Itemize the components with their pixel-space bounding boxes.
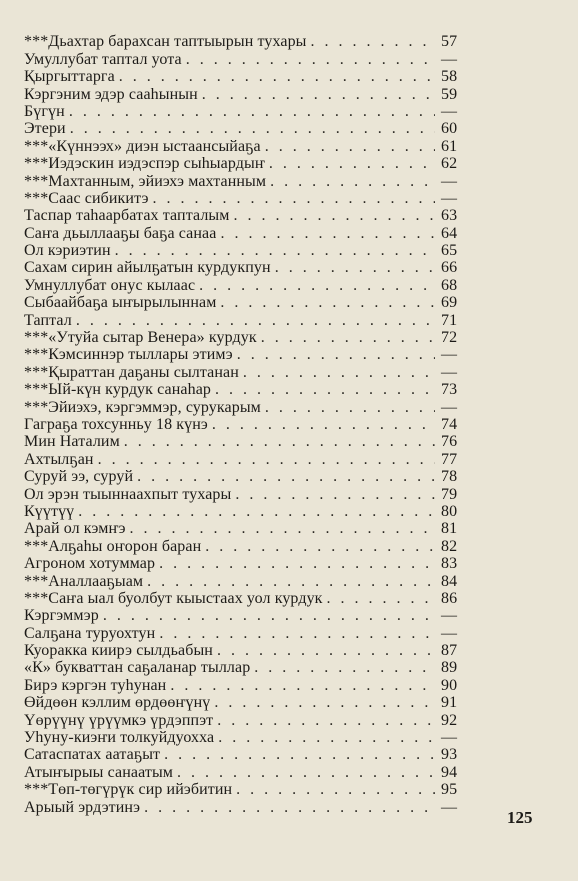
toc-entry-page: 95 <box>441 781 458 799</box>
toc-entry-page: — <box>441 624 458 642</box>
toc-entry-title: Умуллубат таптал уота <box>24 51 182 68</box>
toc-entry-page: 64 <box>441 224 458 242</box>
toc-entry-title: ***Қыраттан даҕаны сылтанан <box>24 364 239 381</box>
toc-entry <box>24 50 469 67</box>
toc-entry <box>24 381 469 398</box>
dot-leader <box>210 695 435 711</box>
dot-leader <box>155 626 435 642</box>
toc-entry <box>24 450 469 467</box>
dot-leader <box>266 174 435 190</box>
toc-entry <box>24 711 469 728</box>
toc-entry-title: ***Алҕаһы оҥорон баран <box>24 538 202 555</box>
dot-leader <box>208 417 435 433</box>
dot-leader <box>120 434 435 450</box>
dot-leader <box>115 69 435 85</box>
toc-entry-title: ***Аналлааҕыам <box>24 573 144 590</box>
toc-entry-title: Куоракка киирэ сылдьабын <box>24 643 213 660</box>
dot-leader <box>239 365 435 381</box>
dot-leader <box>198 87 435 103</box>
toc-entry-title: Арыый эрдэтинэ <box>24 799 141 816</box>
toc-entry-title: Бүгүн <box>24 103 65 120</box>
toc-entry-page: 74 <box>441 415 458 433</box>
dot-leader <box>214 730 435 746</box>
toc-entry <box>24 416 469 433</box>
toc-entry-title: Саҥа дьыллааҕы баҕа санаа <box>24 225 217 242</box>
dot-leader <box>265 156 435 172</box>
dot-leader <box>213 713 435 729</box>
toc-entry-page: 93 <box>441 746 458 764</box>
toc-entry-page: — <box>441 363 458 381</box>
toc-entry-page: — <box>441 50 458 68</box>
toc-entry-page: 92 <box>441 711 458 729</box>
toc-entry-page: 81 <box>441 520 458 538</box>
toc-entry-title: ***Махтанным, эйиэхэ махтанным <box>24 173 267 190</box>
toc-entry-title: Бирэ кэргэн туһунан <box>24 677 167 694</box>
toc-entry-title: ***Кэмсиннэр тыллары этимэ <box>24 347 233 364</box>
toc-entry-title: ***«Күннээх» диэн ыстаансыйаҕа <box>24 138 261 155</box>
toc-entry-page: 66 <box>441 259 458 277</box>
toc-entry-page: — <box>441 102 458 120</box>
toc-entry <box>24 224 469 241</box>
dot-leader <box>233 347 435 363</box>
toc-entry <box>24 503 469 520</box>
toc-entry-title: Таспар таһаарбатах тапталым <box>24 208 230 225</box>
toc-entry-page: 76 <box>441 433 458 451</box>
toc-entry-page: — <box>441 398 458 416</box>
dot-leader <box>166 678 435 694</box>
dot-leader <box>213 643 435 659</box>
dot-leader <box>149 191 435 207</box>
toc-entry <box>24 207 469 224</box>
toc-entry <box>24 520 469 537</box>
dot-leader <box>94 452 435 468</box>
toc-entry-title: Арай ол кэмҥэ <box>24 521 126 538</box>
toc-entry-page: — <box>441 729 458 747</box>
dot-leader <box>155 556 435 572</box>
dot-leader <box>173 765 435 781</box>
dot-leader <box>99 608 435 624</box>
toc-entry-page: 58 <box>441 68 458 86</box>
toc-entry-page: 86 <box>441 589 458 607</box>
dot-leader <box>126 521 435 537</box>
toc-entry <box>24 729 469 746</box>
toc-entry <box>24 694 469 711</box>
toc-entry-page: 68 <box>441 276 458 294</box>
dot-leader <box>261 400 435 416</box>
toc-entry-title: ***Эйиэхэ, кэргэммэр, сурукарым <box>24 399 261 416</box>
toc-entry-page: 62 <box>441 155 458 173</box>
toc-entry-title: Атыҥырыы санаатым <box>24 764 174 781</box>
dot-leader <box>229 208 435 224</box>
toc-entry <box>24 68 469 85</box>
toc-entry-page: 78 <box>441 468 458 486</box>
toc-entry-title: Гаграҕа тохсунньу 18 күнэ <box>24 416 208 433</box>
toc-entry-page: 59 <box>441 85 458 103</box>
toc-entry-page: 82 <box>441 537 458 555</box>
toc-entry-title: Сахам сирин айылҕатын курдукпун <box>24 260 271 277</box>
toc-entry <box>24 798 469 815</box>
toc-entry <box>24 572 469 589</box>
toc-entry-page: 79 <box>441 485 458 503</box>
dot-leader <box>211 382 435 398</box>
toc-entry-title: Салҕана туруохтун <box>24 625 156 642</box>
toc-entry-page: 69 <box>441 294 458 312</box>
toc-entry-title: Кэргэммэр <box>24 608 99 625</box>
toc-entry-title: ***Саас сибикитэ <box>24 190 149 207</box>
toc-entry-title: ***Ый-күн курдук санаһар <box>24 382 211 399</box>
dot-leader <box>140 800 435 816</box>
toc-entry-title: ***Саҥа ыал буолбут кыыстаах уол курдук <box>24 590 323 607</box>
toc-entry-page: — <box>441 346 458 364</box>
toc-entry-page: — <box>441 189 458 207</box>
dot-leader <box>261 139 435 155</box>
toc-entry <box>24 590 469 607</box>
toc-entry-title: «К» букваттан саҕаланар тыллар <box>24 660 251 677</box>
toc-entry <box>24 155 469 172</box>
toc-entry-title: Мин Наталим <box>24 434 120 451</box>
table-of-contents <box>24 33 469 816</box>
toc-entry <box>24 33 469 50</box>
toc-entry <box>24 311 469 328</box>
toc-entry-page: 73 <box>441 381 458 399</box>
toc-entry <box>24 555 469 572</box>
toc-entry-title: Сатаспатах аатаҕыт <box>24 747 161 764</box>
toc-entry-page: 65 <box>441 242 458 260</box>
dot-leader <box>307 34 435 50</box>
dot-leader <box>72 313 435 329</box>
page-number: 125 <box>507 808 533 827</box>
dot-leader <box>250 660 435 676</box>
dot-leader <box>271 260 435 276</box>
toc-entry <box>24 363 469 380</box>
toc-entry-page: 87 <box>441 642 458 660</box>
toc-entry-title: Күүтүү <box>24 503 75 520</box>
toc-entry <box>24 659 469 676</box>
dot-leader <box>231 487 435 503</box>
toc-entry-title: ***Иэдэскин иэдэспэр сыһыардыҥ <box>24 156 265 173</box>
toc-entry <box>24 242 469 259</box>
toc-entry-page: 72 <box>441 329 458 347</box>
dot-leader <box>143 574 435 590</box>
toc-entry <box>24 746 469 763</box>
toc-entry-page: 94 <box>441 763 458 781</box>
toc-entry-page: 77 <box>441 450 458 468</box>
toc-entry <box>24 781 469 798</box>
dot-leader <box>111 243 435 259</box>
toc-entry-title: Өйдөөн кэллим өрдөөҥүнү <box>24 695 211 712</box>
dot-leader <box>65 104 435 120</box>
toc-entry-page: 71 <box>441 311 458 329</box>
toc-entry <box>24 763 469 780</box>
toc-entry <box>24 85 469 102</box>
toc-entry-page: — <box>441 607 458 625</box>
toc-entry-title: ***Дьахтар барахсан таптыырын тухары <box>24 34 307 51</box>
toc-entry-page: 91 <box>441 694 458 712</box>
toc-entry-title: ***«Утуйа сытар Венера» курдук <box>24 330 257 347</box>
toc-entry <box>24 537 469 554</box>
dot-leader <box>74 504 435 520</box>
dot-leader <box>216 295 435 311</box>
toc-entry <box>24 294 469 311</box>
toc-entry <box>24 624 469 641</box>
toc-entry <box>24 468 469 485</box>
toc-entry-title: Уһуну-киэҥи толкуйдуохха <box>24 730 215 747</box>
toc-entry-title: Үөрүүнү үрүүмкэ үрдэппэт <box>24 712 214 729</box>
toc-entry-page: 80 <box>441 502 458 520</box>
toc-entry-title: Этери <box>24 121 66 138</box>
toc-entry <box>24 433 469 450</box>
toc-entry-title: Ол эрэн тыыннаахпыт тухары <box>24 486 232 503</box>
toc-entry <box>24 607 469 624</box>
toc-entry-page: 60 <box>441 120 458 138</box>
toc-entry-title: Таптал <box>24 312 72 329</box>
toc-entry <box>24 172 469 189</box>
toc-entry <box>24 276 469 293</box>
toc-entry-page: 89 <box>441 659 458 677</box>
toc-entry <box>24 190 469 207</box>
toc-entry <box>24 120 469 137</box>
dot-leader <box>133 469 435 485</box>
toc-entry-title: Суруй ээ, суруй <box>24 469 134 486</box>
dot-leader <box>216 226 435 242</box>
toc-entry <box>24 642 469 659</box>
toc-entry <box>24 676 469 693</box>
toc-entry-title: Қыргыттарга <box>24 69 115 86</box>
toc-entry-title: ***Төп-төгүрүк сир ийэбитин <box>24 782 233 799</box>
toc-entry-title: Сыбаайбаҕа ыҥырылыннам <box>24 295 217 312</box>
toc-entry-page: 61 <box>441 137 458 155</box>
toc-entry-page: 57 <box>441 33 458 51</box>
toc-entry-page: 63 <box>441 207 458 225</box>
dot-leader <box>182 52 435 68</box>
toc-entry-title: Ахтылҕан <box>24 451 94 468</box>
dot-leader <box>66 121 435 137</box>
toc-entry-page: 84 <box>441 572 458 590</box>
toc-entry <box>24 329 469 346</box>
toc-entry-title: Ол кэриэтин <box>24 243 111 260</box>
dot-leader <box>195 278 435 294</box>
dot-leader <box>323 591 435 607</box>
toc-entry <box>24 398 469 415</box>
toc-entry-title: Агроном хотуммар <box>24 556 156 573</box>
dot-leader <box>160 747 435 763</box>
toc-entry-page: — <box>441 798 458 816</box>
toc-entry <box>24 103 469 120</box>
toc-entry <box>24 137 469 154</box>
toc-entry-title: Умнуллубат онус кылаас <box>24 277 196 294</box>
toc-entry-page: 90 <box>441 676 458 694</box>
toc-entry <box>24 259 469 276</box>
toc-entry-page: — <box>441 172 458 190</box>
toc-entry-page: 83 <box>441 555 458 573</box>
dot-leader <box>232 782 435 798</box>
dot-leader <box>201 539 435 555</box>
dot-leader <box>257 330 435 346</box>
toc-entry <box>24 346 469 363</box>
toc-entry-title: Кэргэним эдэр сааһынын <box>24 86 198 103</box>
toc-entry <box>24 485 469 502</box>
